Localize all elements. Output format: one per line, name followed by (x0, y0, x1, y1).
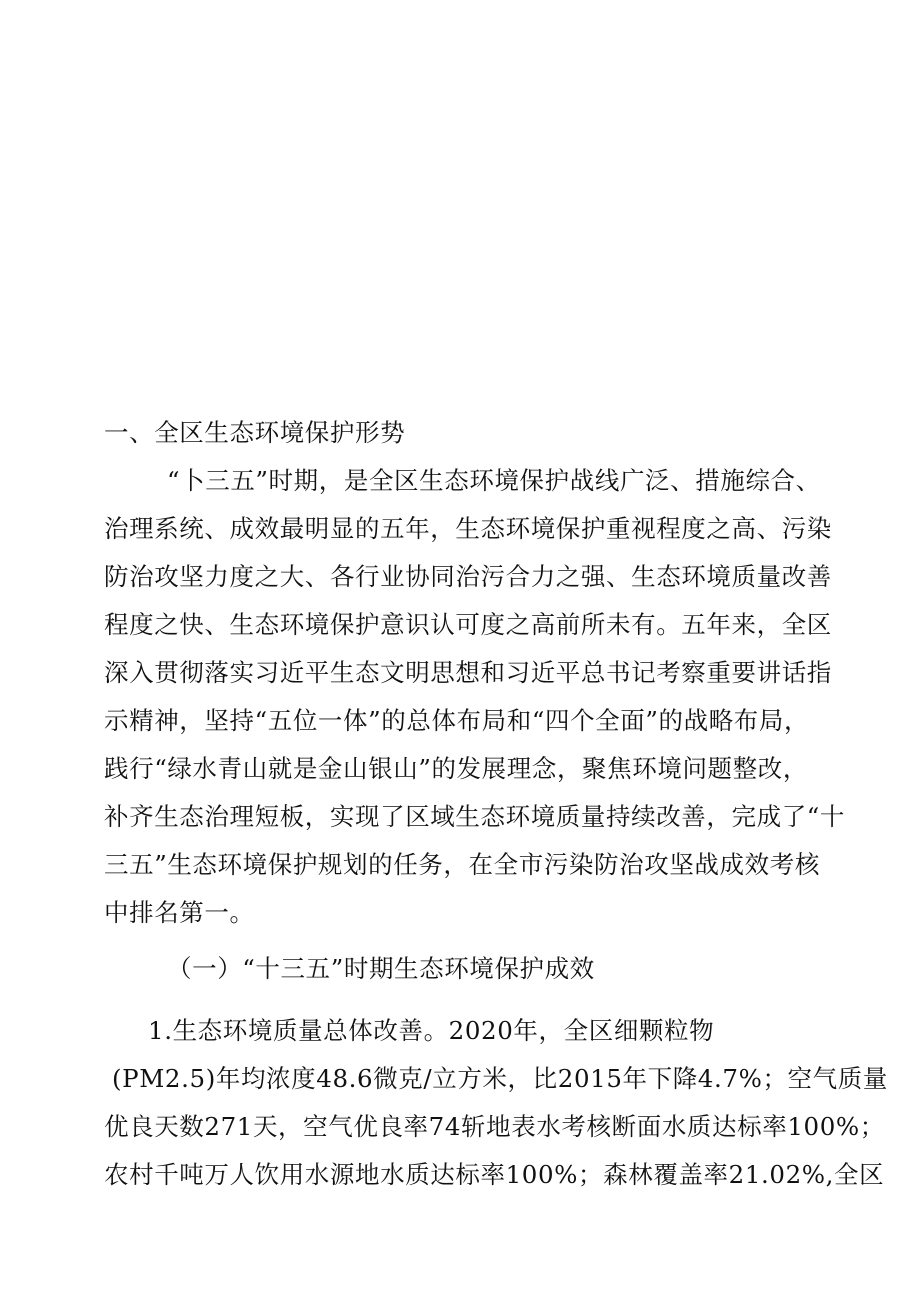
paragraph-line: 深入贯彻落实习近平生态文明思想和习近平总书记考察重要讲话指 (104, 658, 832, 687)
subsection-heading: （一）“十三五”时期生态环境保护成效 (167, 954, 595, 983)
paragraph-line: 践行“绿水青山就是金山银山”的发展理念，聚焦环境问题整改， (104, 754, 808, 783)
paragraph-line: 优良天数271天，空气优良率74斩地表水考核断面水质达标率100%； (104, 1112, 885, 1141)
paragraph-line: (PM2.5)年均浓度48.6微克/立方米，比2015年下降4.7%；空气质量 (112, 1064, 888, 1093)
paragraph-line: 防治攻坚力度之大、各行业协同治污合力之强、生态环境质量改善 (104, 562, 832, 591)
paragraph-line: 三五”生态环境保护规划的任务，在全市污染防治攻坚战成效考核 (104, 850, 820, 879)
paragraph-line: 农村千吨万人饮用水源地水质达标率100%；森林覆盖率21.02%,全区 (104, 1160, 885, 1189)
paragraph-line: 治理系统、成效最明显的五年，生态环境保护重视程度之高、污染 (104, 514, 832, 543)
paragraph-line: 示精神，坚持“五位一体”的总体布局和“四个全面”的战略布局， (104, 706, 810, 735)
paragraph-line: “卜三五”时期，是全区生态环境保护战线广泛、措施综合、 (167, 466, 821, 495)
paragraph-line: 1.生态环境质量总体改善。2020年，全区细颗粒物 (148, 1016, 715, 1045)
paragraph-line: 程度之快、生态环境保护意识认可度之高前所未有。五年来，全区 (104, 610, 832, 639)
paragraph-line: 补齐生态治理短板，实现了区域生态环境质量持续改善，完成了“十 (104, 802, 846, 831)
section-heading: 一、全区生态环境保护形势 (104, 418, 406, 447)
paragraph-line: 中排名第一。 (104, 898, 255, 927)
